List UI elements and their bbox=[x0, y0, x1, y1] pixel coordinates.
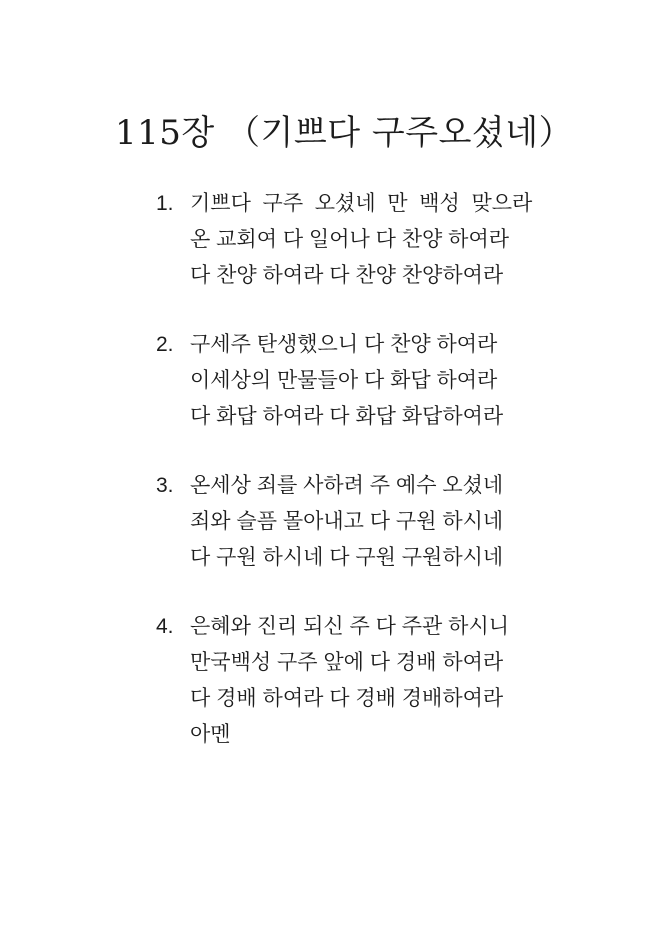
verse-number: 4. bbox=[156, 615, 174, 638]
verse-line: 이세상의 만물들아 다 화답 하여라 bbox=[190, 369, 498, 392]
verse-line: 기쁘다 구주 오셨네 만 백성 맞으라 bbox=[190, 192, 533, 215]
verse-line: 온 교회여 다 일어나 다 찬양 하여라 bbox=[190, 228, 510, 251]
verse-number: 3. bbox=[156, 474, 174, 497]
hymn-title: 115장 （기쁘다 구주오셨네） bbox=[115, 113, 574, 153]
verse-list bbox=[156, 186, 670, 753]
verse-line: 죄와 슬픔 몰아내고 다 구원 하시네 bbox=[190, 510, 504, 533]
verse-line: 다 경배 하여라 다 경배 경배하여라 bbox=[190, 687, 504, 710]
verse-number: 2. bbox=[156, 333, 174, 356]
verse-item bbox=[156, 327, 670, 435]
verse-line: 아멘 bbox=[190, 723, 231, 746]
verse-lines bbox=[190, 186, 670, 294]
verse-line: 다 찬양 하여라 다 찬양 찬양하여라 bbox=[190, 264, 504, 287]
verse-lines bbox=[190, 327, 670, 435]
verse-line: 은혜와 진리 되신 주 다 주관 하시니 bbox=[190, 615, 510, 638]
verse-line: 만국백성 구주 앞에 다 경배 하여라 bbox=[190, 651, 504, 674]
verse-item bbox=[156, 186, 670, 294]
verse-line: 다 구원 하시네 다 구원 구원하시네 bbox=[190, 546, 504, 569]
verse-lines bbox=[190, 609, 670, 753]
verse-lines bbox=[190, 468, 670, 576]
verse-number: 1. bbox=[156, 192, 174, 215]
verse-line: 다 화답 하여라 다 화답 화답하여라 bbox=[190, 405, 504, 428]
verse-item bbox=[156, 609, 670, 753]
verse-item bbox=[156, 468, 670, 576]
verse-line: 구세주 탄생했으니 다 찬양 하여라 bbox=[190, 333, 498, 356]
verse-line: 온세상 죄를 사하려 주 예수 오셨네 bbox=[190, 474, 504, 497]
